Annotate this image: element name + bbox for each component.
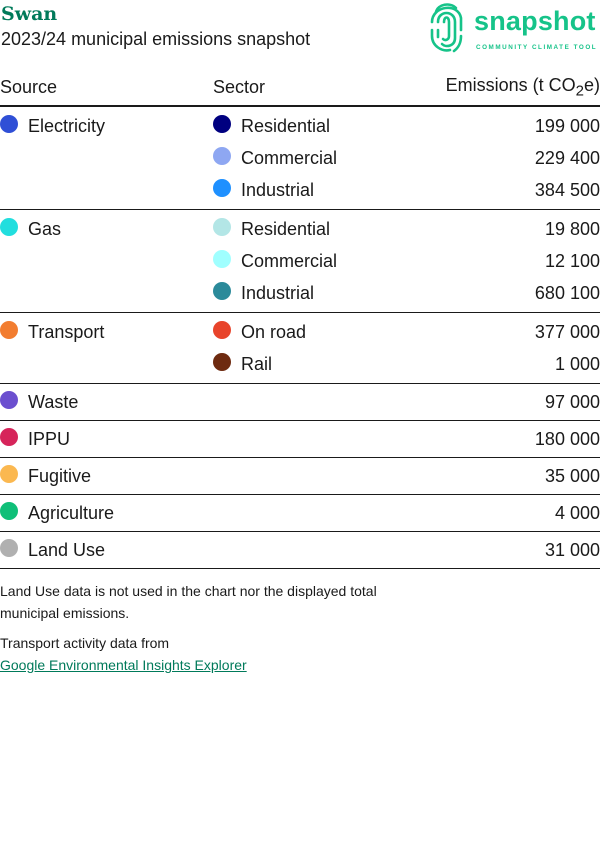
source-cell [0, 174, 213, 210]
source-color-dot [0, 321, 18, 339]
emissions-value: 229 400 [534, 147, 600, 168]
table-row [0, 313, 600, 349]
source-cell [0, 384, 213, 421]
sector-label: Residential [241, 218, 331, 239]
sector-cell [213, 245, 403, 277]
logo-tagline: COMMUNITY CLIMATE TOOL [476, 44, 598, 51]
sector-cell [213, 495, 403, 532]
sector-color-dot [213, 147, 231, 165]
source-cell [0, 495, 213, 532]
snapshot-logo [428, 0, 600, 54]
table-row [0, 174, 600, 210]
emissions-header-suffix: e) [583, 75, 600, 96]
table-row [0, 495, 600, 532]
emissions-value: 97 000 [403, 384, 600, 421]
transport-note-text: Transport activity data from [0, 635, 170, 651]
source-color-dot [0, 218, 18, 236]
source-cell [0, 532, 213, 569]
table-header-row [0, 70, 600, 106]
source-label: Electricity [28, 115, 106, 136]
emissions-value: 12 100 [544, 250, 600, 271]
emissions-value: 19 800 [544, 218, 600, 239]
sector-cell [213, 421, 403, 458]
sector-label: Commercial [241, 147, 338, 168]
sector-cell [213, 277, 403, 313]
source-cell [0, 210, 213, 246]
table-row [0, 210, 600, 246]
emissions-value: 1 000 [403, 348, 600, 384]
source-color-dot [0, 539, 18, 557]
sector-color-dot [213, 250, 231, 268]
logo-wordmark: snapshot [474, 6, 596, 36]
source-color-dot [0, 465, 18, 483]
council-name: Swan [1, 3, 58, 25]
source-cell [0, 313, 213, 349]
table-row [0, 348, 600, 384]
sector-label: Industrial [241, 179, 315, 200]
emissions-value: 199 000 [534, 115, 600, 136]
source-color-dot [0, 391, 18, 409]
emissions-value: 377 000 [534, 321, 600, 342]
table-row [0, 421, 600, 458]
source-label: Transport [28, 321, 105, 342]
sector-label: Residential [241, 115, 331, 136]
sector-label: On road [241, 321, 307, 342]
source-cell [0, 142, 213, 174]
sector-cell [213, 384, 403, 421]
source-label: Fugitive [28, 465, 92, 486]
table-row [0, 106, 600, 142]
source-cell [0, 421, 213, 458]
table-row [0, 277, 600, 313]
table-row [0, 142, 600, 174]
table-row [0, 384, 600, 421]
sector-cell [213, 532, 403, 569]
source-label: Waste [28, 391, 79, 412]
sector-cell [213, 210, 403, 246]
sector-cell [213, 106, 403, 142]
sector-color-dot [213, 179, 231, 197]
sector-cell [213, 348, 403, 384]
sector-cell [213, 142, 403, 174]
source-label: Land Use [28, 539, 106, 560]
sector-label: Industrial [241, 282, 315, 303]
table-row [0, 532, 600, 569]
sector-color-dot [213, 218, 231, 236]
source-cell [0, 106, 213, 142]
emissions-header-prefix: Emissions (t CO [445, 75, 576, 96]
source-cell [0, 348, 213, 384]
table-row [0, 458, 600, 495]
emissions-value: 680 100 [403, 277, 600, 313]
sector-label: Commercial [241, 250, 338, 271]
source-color-dot [0, 428, 18, 446]
source-label: Agriculture [28, 502, 115, 523]
emissions-table [0, 70, 600, 569]
emissions-value: 31 000 [403, 532, 600, 569]
source-color-dot [0, 115, 18, 133]
emissions-value: 180 000 [403, 421, 600, 458]
sector-color-dot [213, 115, 231, 133]
table-row [0, 245, 600, 277]
sector-cell [213, 174, 403, 210]
source-cell [0, 245, 213, 277]
transport-data-link[interactable]: Google Environmental Insights Explorer [0, 657, 247, 673]
report-header [0, 0, 600, 60]
sector-color-dot [213, 321, 231, 339]
source-color-dot [0, 502, 18, 520]
source-cell [0, 277, 213, 313]
emissions-value: 384 500 [403, 174, 600, 210]
emissions-header-subscript: 2 [575, 82, 584, 100]
fingerprint-logo-icon [428, 0, 468, 54]
sector-label: Rail [241, 353, 273, 374]
emissions-column-header [403, 70, 600, 106]
footnotes [0, 580, 420, 684]
source-label: Gas [28, 218, 62, 239]
sector-color-dot [213, 282, 231, 300]
sector-cell [213, 313, 403, 349]
land-use-note: Land Use data is not used in the chart nor the displayed total municipal emissions. [0, 583, 377, 621]
source-column-header: Source [0, 70, 213, 106]
sector-cell [213, 458, 403, 495]
sector-color-dot [213, 353, 231, 371]
emissions-value: 4 000 [403, 495, 600, 532]
report-subtitle: 2023/24 municipal emissions snapshot [1, 29, 311, 49]
transport-note [0, 632, 420, 676]
source-cell [0, 458, 213, 495]
sector-column-header: Sector [213, 70, 403, 106]
emissions-value: 35 000 [403, 458, 600, 495]
source-label: IPPU [28, 428, 71, 449]
